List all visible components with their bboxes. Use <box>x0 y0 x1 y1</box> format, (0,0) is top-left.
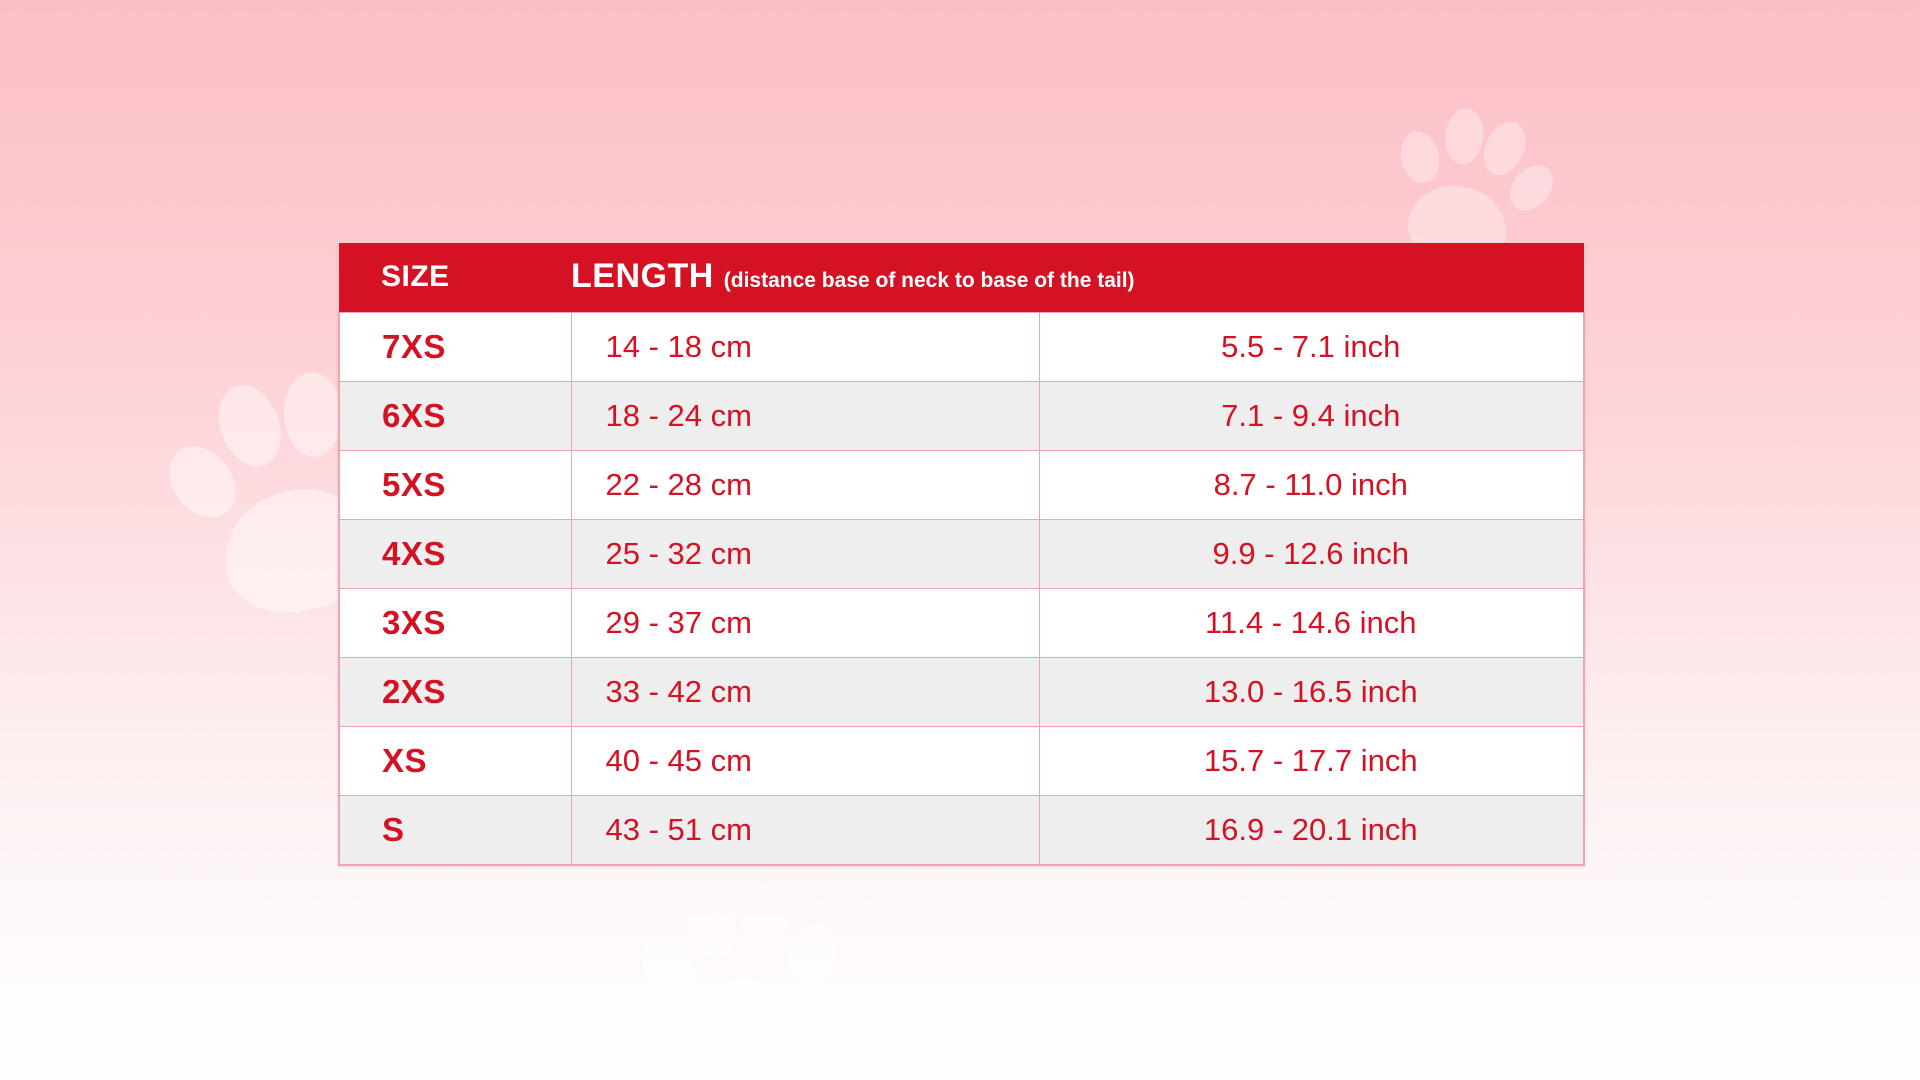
paw-toe <box>282 371 343 457</box>
cell-size: 6XS <box>339 382 571 451</box>
cell-length-inch: 8.7 - 11.0 inch <box>1039 451 1584 520</box>
cell-length-inch: 7.1 - 9.4 inch <box>1039 382 1584 451</box>
cell-size: 3XS <box>339 589 571 658</box>
table-header-row <box>339 243 1584 313</box>
table-body <box>339 313 1584 866</box>
cell-size: 2XS <box>339 658 571 727</box>
cell-size: 5XS <box>339 451 571 520</box>
cell-size: 7XS <box>339 313 571 382</box>
cell-size: XS <box>339 727 571 796</box>
column-header-length-note: (distance base of neck to base of the tail) <box>723 269 1135 292</box>
paw-toe <box>738 883 791 956</box>
table-row <box>339 727 1584 796</box>
cell-length-inch: 13.0 - 16.5 inch <box>1039 658 1584 727</box>
paw-toe <box>680 883 744 963</box>
table-row <box>339 451 1584 520</box>
paw-print-icon <box>630 871 840 1080</box>
paw-sole <box>674 973 808 1080</box>
table-row <box>339 796 1584 866</box>
table-row <box>339 313 1584 382</box>
table-row <box>339 658 1584 727</box>
cell-size: 4XS <box>339 520 571 589</box>
cell-length-inch: 16.9 - 20.1 inch <box>1039 796 1584 866</box>
cell-length-inch: 11.4 - 14.6 inch <box>1039 589 1584 658</box>
column-header-size <box>339 243 571 313</box>
table-row <box>339 382 1584 451</box>
cell-length-cm: 33 - 42 cm <box>571 658 1039 727</box>
cell-length-inch: 9.9 - 12.6 inch <box>1039 520 1584 589</box>
size-chart <box>338 243 1583 866</box>
table-row <box>339 589 1584 658</box>
column-header-length-label: LENGTH <box>571 257 714 295</box>
paw-toe <box>780 917 844 991</box>
cell-length-cm: 14 - 18 cm <box>571 313 1039 382</box>
column-header-length <box>571 243 1584 313</box>
paw-toe <box>208 376 291 475</box>
cell-length-cm: 18 - 24 cm <box>571 382 1039 451</box>
cell-size: S <box>339 796 571 866</box>
paw-toe <box>1396 128 1444 187</box>
paw-toe <box>156 433 250 530</box>
table-row <box>339 520 1584 589</box>
column-header-size-label: SIZE <box>381 259 450 293</box>
cell-length-cm: 22 - 28 cm <box>571 451 1039 520</box>
cell-length-inch: 15.7 - 17.7 inch <box>1039 727 1584 796</box>
paw-toe <box>630 925 705 1005</box>
cell-length-cm: 43 - 51 cm <box>571 796 1039 866</box>
cell-length-cm: 25 - 32 cm <box>571 520 1039 589</box>
cell-length-cm: 29 - 37 cm <box>571 589 1039 658</box>
cell-length-cm: 40 - 45 cm <box>571 727 1039 796</box>
table-header <box>339 243 1584 313</box>
paw-toe <box>1443 106 1487 166</box>
paw-toe <box>1501 157 1561 219</box>
paw-toe <box>1476 115 1533 182</box>
cell-length-inch: 5.5 - 7.1 inch <box>1039 313 1584 382</box>
size-chart-table <box>338 243 1585 866</box>
